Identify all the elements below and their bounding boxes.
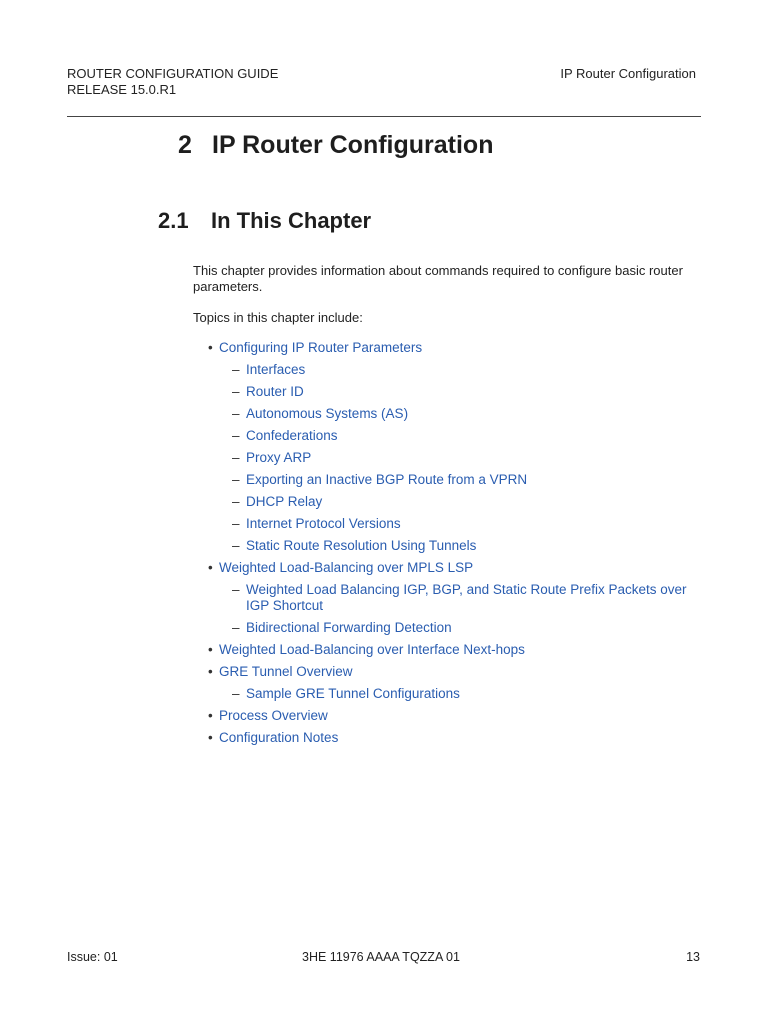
toc-subitem (208, 472, 703, 488)
running-header-right: IP Router Configuration (560, 66, 696, 81)
dash-marker: – (232, 582, 240, 597)
bullet-marker: • (208, 560, 213, 575)
toc-link[interactable]: Exporting an Inactive BGP Route from a VPRN (246, 472, 528, 487)
bullet-marker: • (208, 642, 213, 657)
dash-marker: – (232, 472, 240, 487)
toc-link[interactable]: Proxy ARP (246, 450, 312, 465)
toc-link[interactable]: Weighted Load-Balancing over MPLS LSP (219, 560, 474, 575)
toc-item (208, 664, 703, 680)
toc-subitem (208, 362, 703, 378)
release-label: RELEASE 15.0.R1 (67, 82, 177, 97)
toc-link[interactable]: Process Overview (219, 708, 328, 723)
dash-marker: – (232, 494, 240, 509)
dash-marker: – (232, 516, 240, 531)
dash-marker: – (232, 384, 240, 399)
dash-marker: – (232, 406, 240, 421)
toc-link[interactable]: Interfaces (246, 362, 306, 377)
toc-subitem (208, 686, 703, 702)
dash-marker: – (232, 428, 240, 443)
dash-marker: – (232, 686, 240, 701)
toc-subitem (208, 582, 703, 614)
topic-list (208, 340, 703, 752)
toc-subitem (208, 428, 703, 444)
toc-item (208, 340, 703, 356)
toc-subitem (208, 450, 703, 466)
toc-link[interactable]: Sample GRE Tunnel Configurations (246, 686, 460, 701)
dash-marker: – (232, 362, 240, 377)
toc-link[interactable]: DHCP Relay (246, 494, 323, 509)
chapter-number: 2 (178, 131, 192, 159)
toc-item (208, 560, 703, 576)
toc-item (208, 730, 703, 746)
toc-item (208, 642, 703, 658)
toc-link[interactable]: Router ID (246, 384, 304, 399)
bullet-marker: • (208, 664, 213, 679)
bullet-marker: • (208, 340, 213, 355)
bullet-marker: • (208, 730, 213, 745)
toc-subitem (208, 538, 703, 554)
toc-link[interactable]: Configuring IP Router Parameters (219, 340, 423, 355)
dash-marker: – (232, 538, 240, 553)
dash-marker: – (232, 620, 240, 635)
toc-link[interactable]: Autonomous Systems (AS) (246, 406, 409, 421)
chapter-title: IP Router Configuration (212, 131, 494, 159)
page-number: 13 (686, 950, 700, 964)
footer-issue: Issue: 01 (67, 950, 118, 964)
toc-link[interactable]: GRE Tunnel Overview (219, 664, 353, 679)
toc-subitem (208, 516, 703, 532)
toc-link[interactable]: Weighted Load Balancing IGP, BGP, and Static Route Prefix Packets over IGP Shortcut (246, 582, 687, 613)
toc-link[interactable]: Static Route Resolution Using Tunnels (246, 538, 477, 553)
toc-link[interactable]: Bidirectional Forwarding Detection (246, 620, 452, 635)
footer-doc-id: 3HE 11976 AAAA TQZZA 01 (302, 950, 460, 964)
topics-label: Topics in this chapter include: (193, 310, 363, 325)
toc-link[interactable]: Weighted Load-Balancing over Interface Next-hops (219, 642, 525, 657)
dash-marker: – (232, 450, 240, 465)
toc-item (208, 708, 703, 724)
intro-paragraph: This chapter provides information about commands required to configure basic router parameters. (193, 263, 683, 294)
toc-subitem (208, 406, 703, 422)
section-title: In This Chapter (211, 208, 372, 233)
section-number: 2.1 (158, 208, 189, 233)
chapter-heading (178, 131, 493, 160)
running-header-left (67, 66, 278, 98)
toc-subitem (208, 620, 703, 636)
header-divider (67, 116, 701, 117)
toc-link[interactable]: Internet Protocol Versions (246, 516, 401, 531)
toc-subitem (208, 384, 703, 400)
toc-link[interactable]: Confederations (246, 428, 338, 443)
bullet-marker: • (208, 708, 213, 723)
toc-subitem (208, 494, 703, 510)
section-heading (158, 208, 371, 234)
toc-link[interactable]: Configuration Notes (219, 730, 339, 745)
guide-title: ROUTER CONFIGURATION GUIDE (67, 66, 279, 81)
